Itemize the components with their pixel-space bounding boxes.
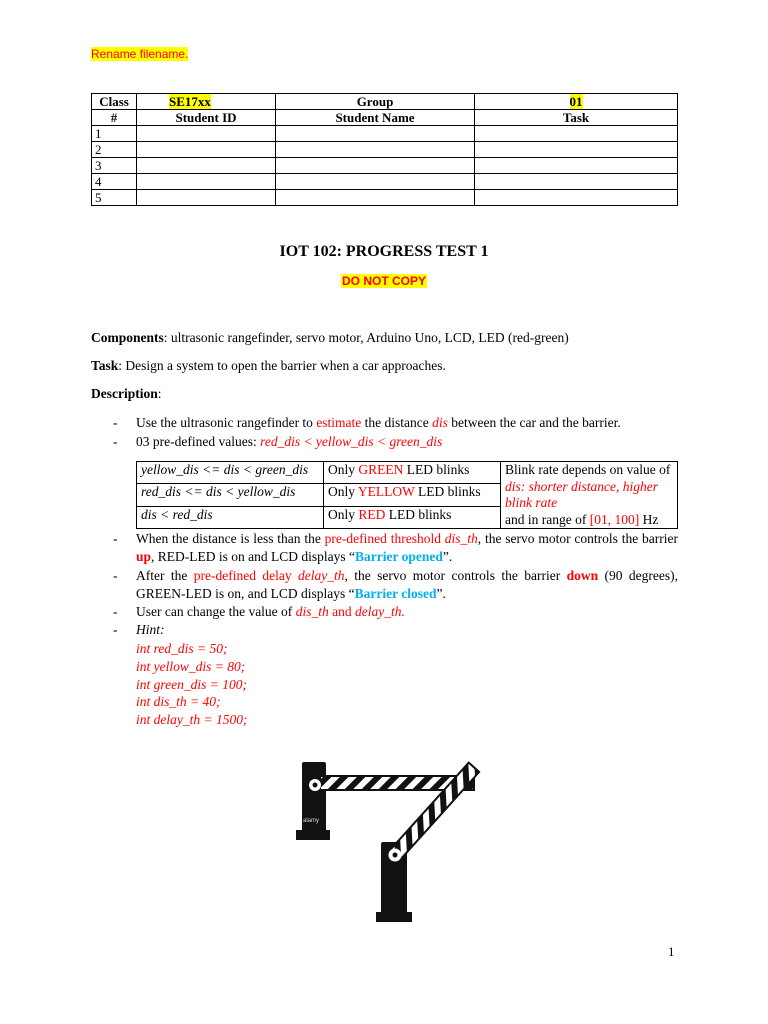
led-color-yellow: YELLOW bbox=[357, 484, 415, 500]
cell[interactable] bbox=[276, 190, 475, 206]
led-color-green: GREEN bbox=[358, 462, 404, 477]
task-label: Task bbox=[91, 358, 119, 373]
column-header: # bbox=[92, 110, 137, 126]
group-value-cell bbox=[475, 94, 678, 110]
led-color-red: RED bbox=[358, 506, 386, 522]
bullet-barrier-up bbox=[136, 530, 678, 566]
page-number: 1 bbox=[668, 944, 675, 959]
text-run: between the car and the barrier. bbox=[447, 415, 621, 430]
hint-line: int dis_th = 40; bbox=[136, 694, 221, 710]
text-run: 03 pre-defined values: bbox=[136, 434, 261, 449]
barrier-illustration bbox=[280, 752, 500, 932]
cell[interactable] bbox=[137, 190, 276, 206]
column-header: Student Name bbox=[276, 110, 475, 126]
hint-line: int green_dis = 100; bbox=[136, 676, 247, 692]
text-run: Only bbox=[328, 462, 359, 477]
watermark-text: alamy bbox=[303, 818, 320, 824]
class-group-table bbox=[91, 93, 678, 206]
condition-cell: red_dis <= dis < yellow_dis bbox=[137, 484, 324, 506]
cell[interactable] bbox=[276, 174, 475, 190]
text-run: Blink rate depends on value of bbox=[505, 462, 671, 477]
class-value-cell bbox=[137, 94, 276, 110]
text-run-red: red_dis < yellow_dis < green_dis bbox=[260, 434, 443, 449]
lcd-message: Barrier opened bbox=[355, 548, 443, 564]
cell[interactable] bbox=[137, 174, 276, 190]
text-run: LED blinks bbox=[403, 462, 470, 477]
text-run: , the servo motor controls the barrier bbox=[344, 568, 567, 583]
row-number: 3 bbox=[92, 158, 137, 174]
lcd-message: Barrier closed bbox=[354, 585, 437, 601]
cell[interactable] bbox=[475, 126, 678, 142]
text-run: Use the ultrasonic rangefinder to bbox=[136, 415, 317, 430]
hint-code-block bbox=[136, 640, 247, 729]
bullet-marker: - bbox=[113, 622, 118, 637]
text-run-red: up bbox=[136, 548, 152, 564]
table-header-row bbox=[92, 110, 678, 126]
bullet-marker: - bbox=[113, 531, 118, 546]
text-run: Only bbox=[328, 506, 359, 522]
hint-line: int red_dis = 50; bbox=[136, 641, 228, 656]
text-run: (90 degrees), GREEN-LED is on, and LCD displays “ bbox=[136, 568, 678, 601]
do-not-copy-text: DO NOT COPY bbox=[341, 274, 426, 288]
table-row bbox=[92, 94, 678, 110]
cell[interactable] bbox=[276, 142, 475, 158]
text-run-red: dis bbox=[432, 415, 448, 430]
page-title: IOT 102: PROGRESS TEST 1 bbox=[279, 243, 489, 260]
text-run: When the distance is less than the bbox=[136, 531, 325, 546]
cell[interactable] bbox=[276, 158, 475, 174]
led-cell bbox=[324, 484, 501, 506]
bullet-marker: - bbox=[113, 604, 118, 619]
description-colon: : bbox=[157, 386, 162, 401]
class-label: Class bbox=[92, 94, 137, 110]
bullet-barrier-down bbox=[136, 567, 678, 603]
text-run-red: down bbox=[566, 568, 599, 583]
cell[interactable] bbox=[475, 190, 678, 206]
cell[interactable] bbox=[137, 126, 276, 142]
led-condition-table bbox=[136, 461, 678, 529]
column-header: Student ID bbox=[137, 110, 276, 126]
text-run-red: estimate bbox=[316, 415, 362, 430]
row-number: 5 bbox=[92, 190, 137, 206]
task-paragraph bbox=[91, 357, 446, 375]
text-run-red: dis: shorter distance, higher blink rate bbox=[505, 478, 658, 510]
bullet-user-change bbox=[136, 603, 678, 621]
bullet-marker: - bbox=[113, 568, 118, 583]
task-text: : Design a system to open the barrier when a car approaches. bbox=[118, 358, 446, 373]
cell[interactable] bbox=[475, 158, 678, 174]
components-label: Components bbox=[91, 330, 164, 345]
text-run: After the bbox=[136, 568, 194, 583]
text-run: , the servo motor controls the barrier bbox=[477, 531, 678, 546]
text-run: and in range of bbox=[505, 511, 590, 527]
cell[interactable] bbox=[137, 158, 276, 174]
text-run-red: [01, 100] bbox=[589, 511, 640, 527]
bullet-estimate-distance bbox=[136, 414, 678, 432]
table-row bbox=[92, 174, 678, 190]
column-header: Task bbox=[475, 110, 678, 126]
condition-cell: dis < red_dis bbox=[137, 506, 324, 528]
text-run-red: delay_th. bbox=[354, 604, 405, 619]
text-run-red: dis_th bbox=[444, 531, 478, 546]
led-cell bbox=[324, 506, 501, 528]
components-paragraph bbox=[91, 329, 569, 347]
row-number: 1 bbox=[92, 126, 137, 142]
table-row bbox=[92, 158, 678, 174]
blink-rate-cell bbox=[501, 462, 678, 529]
group-label: Group bbox=[276, 94, 475, 110]
text-run-red: and bbox=[328, 604, 355, 619]
bullet-predefined-values bbox=[136, 433, 678, 451]
class-value: SE17xx bbox=[169, 94, 211, 109]
text-run: ”. bbox=[436, 585, 446, 601]
cell[interactable] bbox=[276, 126, 475, 142]
condition-cell: yellow_dis <= dis < green_dis bbox=[137, 462, 324, 484]
text-run: LED blinks bbox=[385, 506, 452, 522]
text-run-red: delay_th bbox=[298, 568, 345, 583]
do-not-copy-banner bbox=[0, 273, 768, 289]
table-row bbox=[92, 190, 678, 206]
text-run-red: pre-defined threshold bbox=[324, 531, 445, 546]
hint-label: Hint: bbox=[136, 622, 165, 637]
description-label: Description bbox=[91, 386, 158, 401]
text-run: User can change the value of bbox=[136, 604, 296, 619]
bullet-marker: - bbox=[113, 434, 118, 449]
text-run: ”. bbox=[442, 548, 453, 564]
led-cell bbox=[324, 462, 501, 484]
rename-note: Rename filename. bbox=[91, 47, 189, 61]
table-row bbox=[137, 462, 678, 484]
cell[interactable] bbox=[475, 142, 678, 158]
description-heading bbox=[91, 385, 162, 403]
row-number: 2 bbox=[92, 142, 137, 158]
group-value: 01 bbox=[569, 94, 583, 109]
text-run-red: pre-defined delay bbox=[193, 568, 299, 583]
text-run: Only bbox=[328, 484, 358, 500]
cell[interactable] bbox=[475, 174, 678, 190]
table-row bbox=[92, 126, 678, 142]
table-row bbox=[92, 142, 678, 158]
components-text: : ultrasonic rangefinder, servo motor, Arduino Uno, LCD, LED (red-green) bbox=[163, 330, 569, 345]
bullet-marker: - bbox=[113, 415, 118, 430]
text-run: Hz bbox=[639, 511, 659, 527]
hint-line: int yellow_dis = 80; bbox=[136, 658, 246, 674]
text-run-red: dis_th bbox=[295, 604, 329, 619]
row-number: 4 bbox=[92, 174, 137, 190]
text-run: the distance bbox=[361, 415, 433, 430]
cell[interactable] bbox=[137, 142, 276, 158]
hint-line: int delay_th = 1500; bbox=[136, 712, 248, 728]
text-run: LED blinks bbox=[414, 484, 481, 500]
text-run: , RED-LED is on and LCD displays “ bbox=[151, 548, 356, 564]
